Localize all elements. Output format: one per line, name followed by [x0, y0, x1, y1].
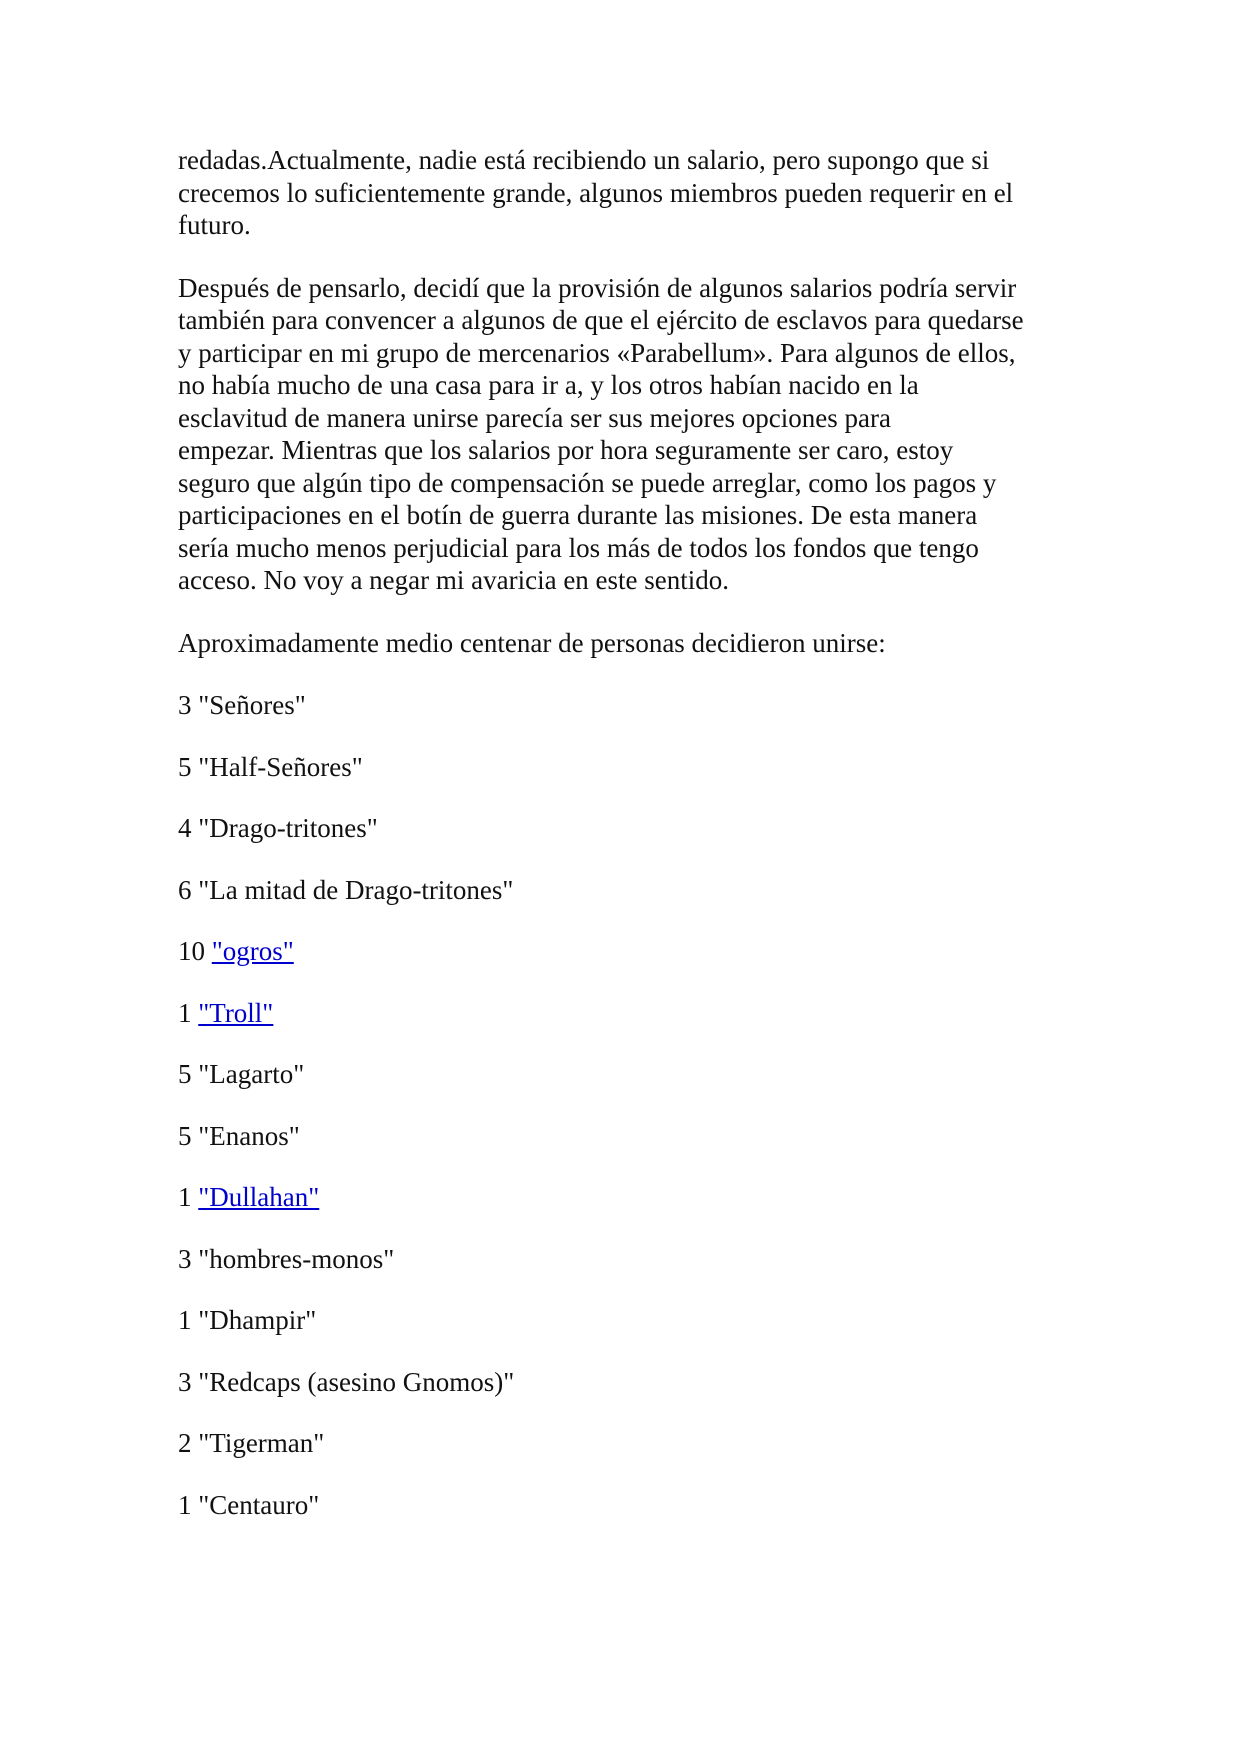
list-item: [178, 1304, 1078, 1337]
list-item: [178, 751, 1078, 784]
text-line: esclavitud de manera unirse parecía ser sus mejores opciones para: [178, 402, 891, 433]
list-item: [178, 1120, 1078, 1153]
member-count: 5: [178, 1120, 192, 1151]
document-page: [178, 144, 1078, 1550]
text-line: no había mucho de una casa para ir a, y los otros habían nacido en la: [178, 370, 919, 400]
members-list: [178, 689, 1078, 1521]
member-name: "Half-Señores": [198, 751, 363, 782]
paragraph-salaries-intro: [178, 144, 1078, 242]
member-name: "Señores": [198, 690, 306, 720]
member-link-dullahan[interactable]: "Dullahan": [198, 1182, 320, 1212]
member-count: 4: [178, 813, 192, 843]
text-line: también para convencer a algunos de que el ejército de esclavos para quedarse: [178, 305, 1024, 335]
list-item: [178, 935, 1078, 968]
list-item: [178, 812, 1078, 845]
member-count: 2: [178, 1428, 192, 1458]
list-item: [178, 1366, 1078, 1399]
text-line: y participar en mi grupo de mercenarios «Parabellum». Para algunos de ellos,: [178, 337, 1016, 368]
text-line: crecemos lo suficientemente grande, algunos miembros pueden requerir en el: [178, 177, 1014, 208]
member-count: 5: [178, 1059, 192, 1089]
member-name: "Redcaps (asesino Gnomos)": [198, 1366, 515, 1397]
member-name: "Centauro": [198, 1489, 320, 1520]
list-item: [178, 1427, 1078, 1460]
text-line: acceso. No voy a negar mi avaricia en este sentido.: [178, 565, 730, 595]
member-name: "La mitad de Drago-tritones": [198, 874, 514, 905]
list-item: [178, 997, 1078, 1030]
member-name: "Dhampir": [198, 1305, 317, 1335]
list-item: [178, 689, 1078, 722]
member-count: 5: [178, 751, 192, 782]
member-name: "Drago-tritones": [198, 813, 378, 843]
member-name: "hombres-monos": [198, 1243, 395, 1274]
member-count: 3: [178, 1243, 192, 1274]
text-line: seguro que algún tipo de compensación se puede arreglar, como los pagos y: [178, 467, 997, 498]
text-line: Después de pensarlo, decidí que la provisión de algunos salarios podría servir: [178, 272, 1017, 303]
member-link-troll[interactable]: "Troll": [198, 997, 274, 1028]
member-count: 1: [178, 1305, 192, 1335]
member-count: 6: [178, 874, 192, 905]
member-name: "Tigerman": [198, 1428, 325, 1458]
member-count: 3: [178, 690, 192, 720]
member-name: "Enanos": [198, 1120, 300, 1151]
list-item: [178, 1181, 1078, 1214]
text-line: sería mucho menos perjudicial para los más de todos los fondos que tengo: [178, 532, 979, 563]
list-item: [178, 1489, 1078, 1522]
member-name: "Lagarto": [198, 1059, 305, 1089]
member-count: 1: [178, 1182, 192, 1212]
text-line: futuro.: [178, 210, 251, 240]
member-count: 1: [178, 997, 192, 1028]
member-link-ogros[interactable]: "ogros": [211, 936, 294, 966]
text-line: redadas.Actualmente, nadie está recibiendo un salario, pero supongo que si: [178, 145, 990, 175]
list-item: [178, 1058, 1078, 1091]
list-item: [178, 1243, 1078, 1276]
list-item: [178, 874, 1078, 907]
member-count: 3: [178, 1366, 192, 1397]
paragraph-salaries-decision: [178, 272, 1078, 597]
paragraph-members-intro: [178, 627, 1078, 660]
text-line: participaciones en el botín de guerra durante las misiones. De esta manera: [178, 500, 978, 530]
text-line: empezar. Mientras que los salarios por hora seguramente ser caro, estoy: [178, 435, 954, 465]
text-line: Aproximadamente medio centenar de personas decidieron unirse:: [178, 627, 886, 658]
member-count: 10: [178, 936, 205, 966]
member-count: 1: [178, 1489, 192, 1520]
